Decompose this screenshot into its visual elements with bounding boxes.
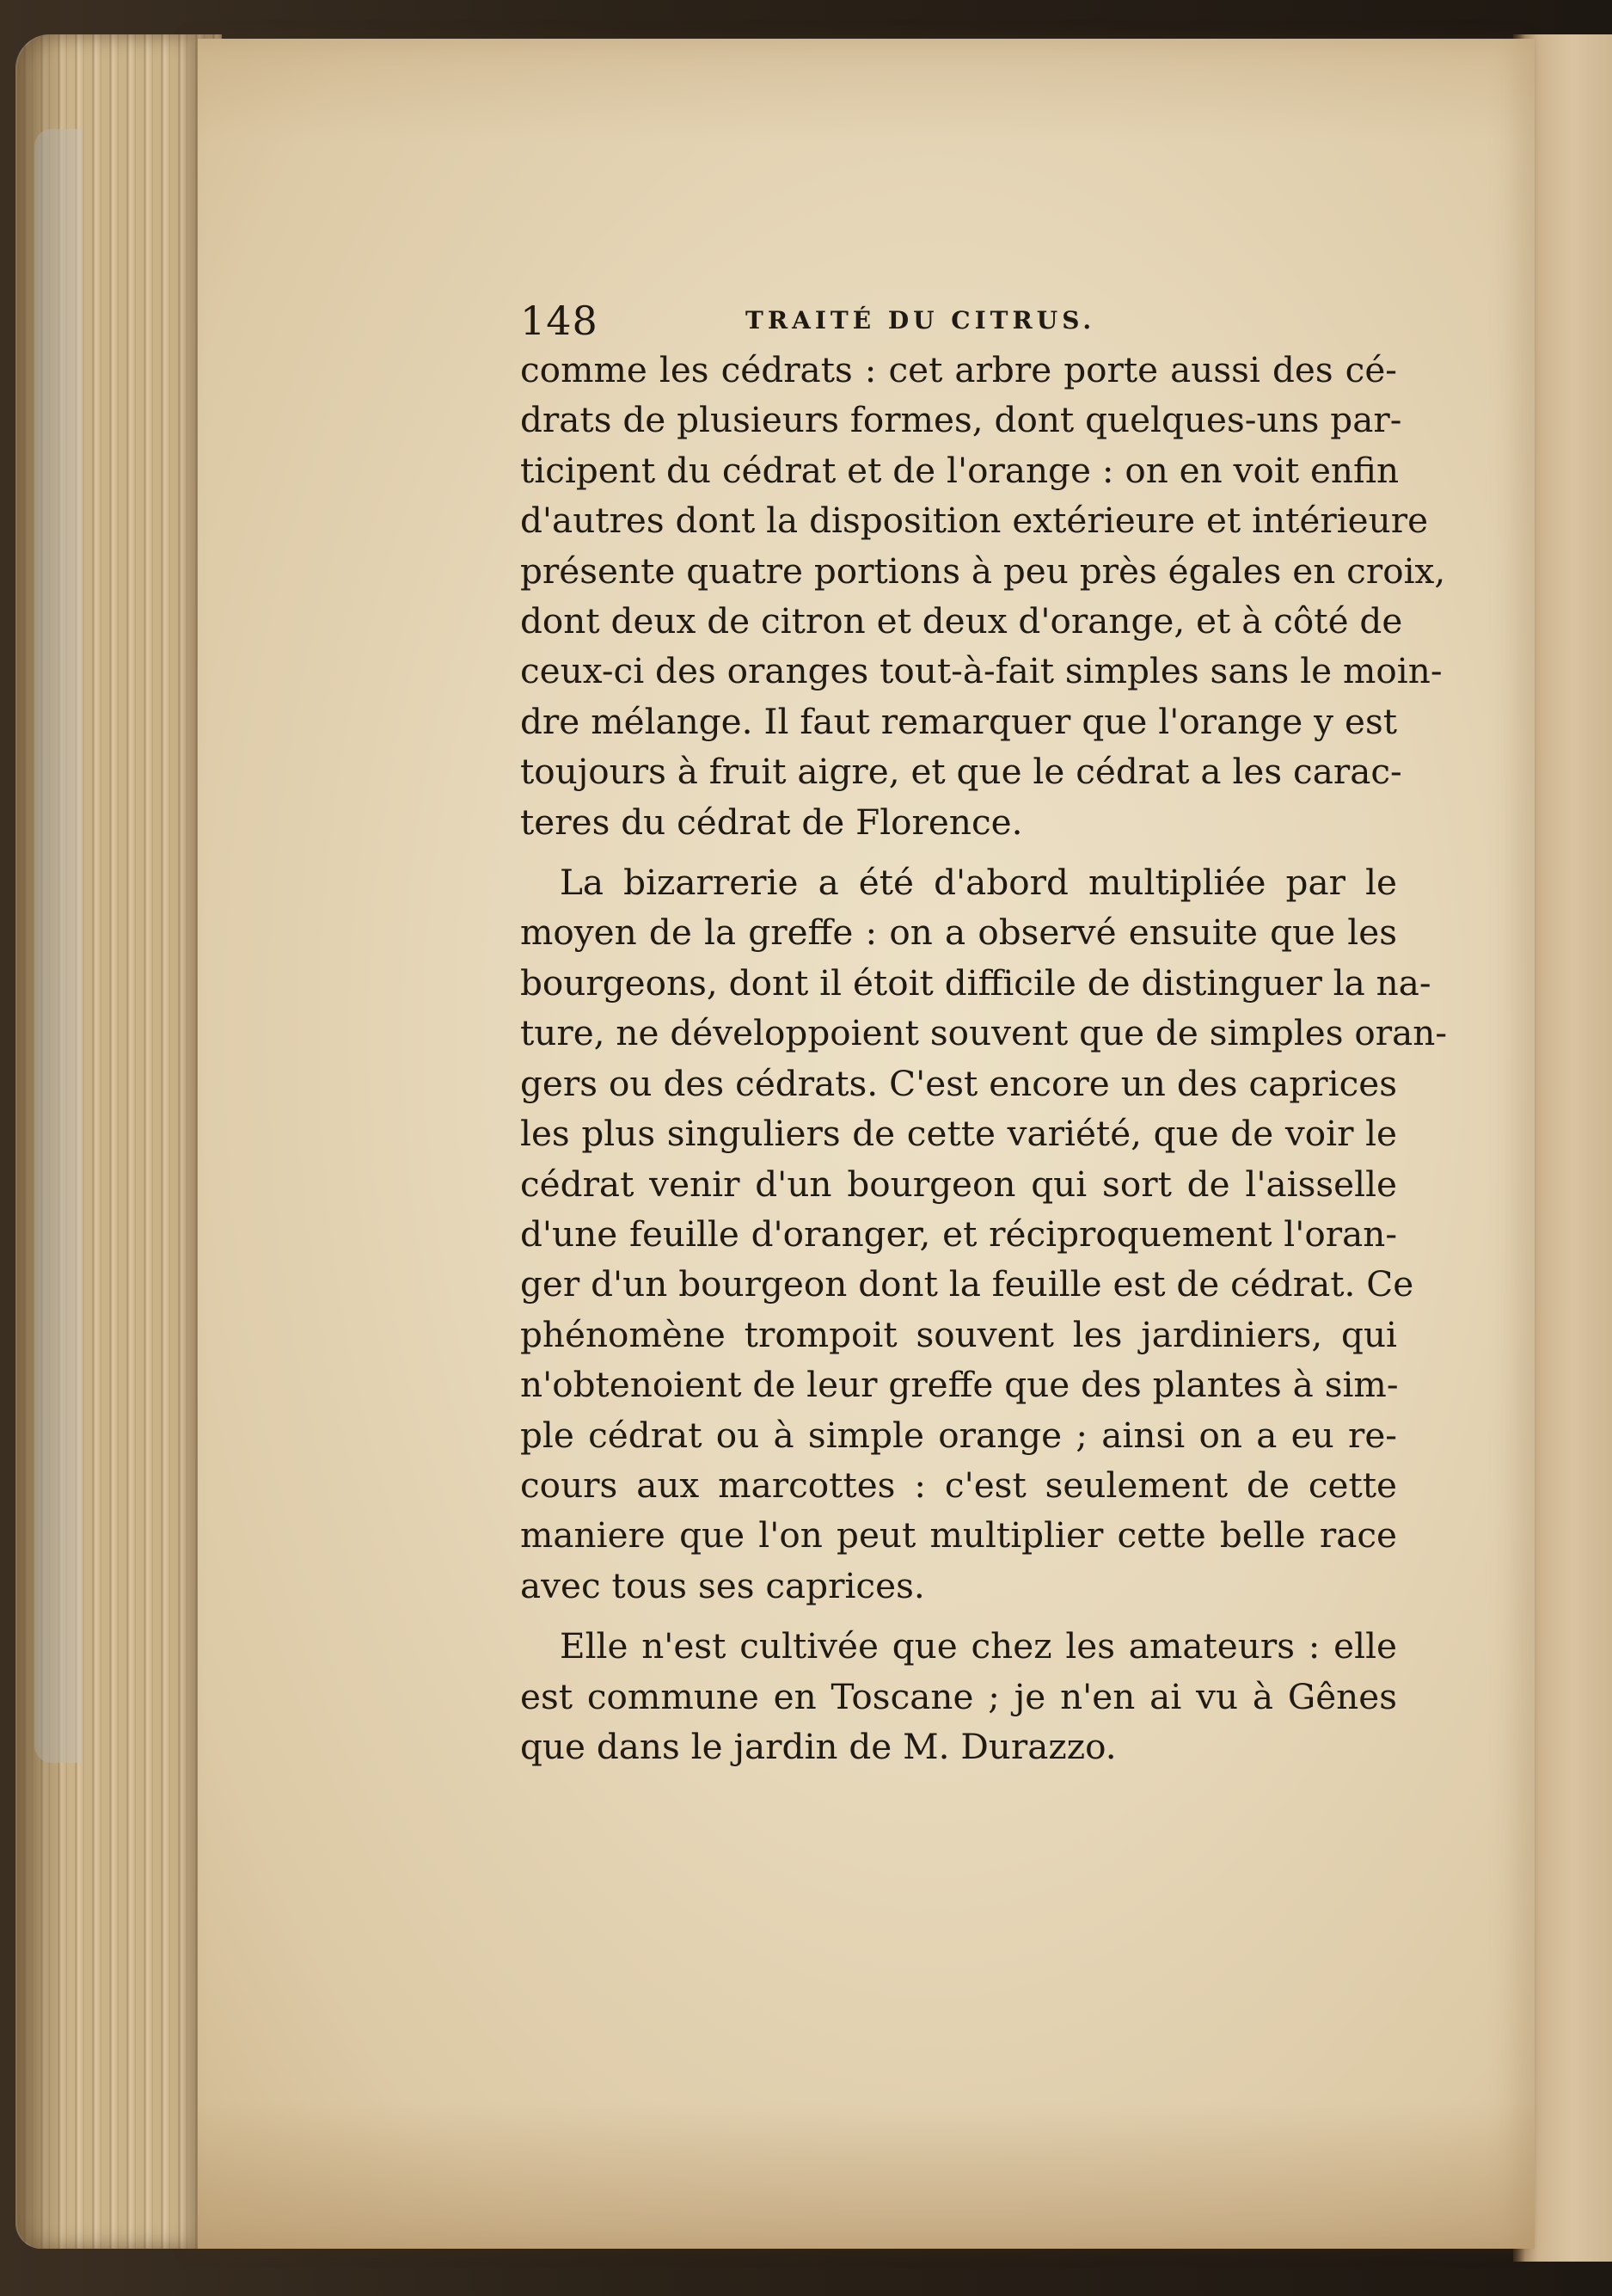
text-line: moyen de la greffe : on a observé ensuite que les: [520, 912, 1397, 954]
running-title: TRAITÉ DU CITRUS.: [745, 306, 1096, 335]
text-line: présente quatre portions à peu près égales en croix,: [520, 549, 1446, 592]
text-line: dre mélange. Il faut remarquer que l'orange y est: [520, 700, 1397, 742]
text-line: La bizarrerie a été d'abord multipliée par le: [560, 862, 1397, 904]
text-line: d'autres dont la disposition extérieure et intérieure: [520, 500, 1429, 542]
text-line: ticipent du cédrat et de l'orange : on en voit enfin: [520, 449, 1400, 491]
text-line: cours aux marcottes : c'est seulement de cette: [520, 1464, 1397, 1506]
text-line: maniere que l'on peut multiplier cette belle race: [520, 1514, 1397, 1556]
text-line: n'obtenoient de leur greffe que des plantes à sim-: [520, 1364, 1399, 1406]
text-line: comme les cédrats : cet arbre porte aussi des cé-: [520, 349, 1397, 390]
text-line: drats de plusieurs formes, dont quelques-uns par-: [520, 399, 1402, 441]
paragraph-gap: [520, 1611, 1397, 1621]
text-line: toujours à fruit aigre, et que le cédrat a les carac-: [520, 751, 1402, 793]
running-head: [520, 297, 1397, 345]
paragraph-gap: [520, 847, 1397, 857]
page-top-stain: [198, 39, 1535, 142]
text-line: avec tous ses caprices.: [520, 1564, 925, 1606]
text-line: ger d'un bourgeon dont la feuille est de cédrat. Ce: [520, 1263, 1414, 1305]
text-line: est commune en Toscane ; je n'en ai vu à Gênes: [520, 1675, 1397, 1717]
text-line: bourgeons, dont il étoit difficile de distinguer la na-: [520, 961, 1431, 1004]
flyleaf-edge: [34, 129, 82, 1763]
text-line: dont deux de citron et deux d'orange, et à côté de: [520, 600, 1403, 642]
paragraph-1: [520, 345, 1446, 847]
text-line: ceux-ci des oranges tout-à-fait simples sans le moin-: [520, 650, 1443, 692]
text-line: d'une feuille d'oranger, et réciproquement l'oran-: [520, 1212, 1397, 1255]
page-text-block: [520, 297, 1448, 1771]
page-number: 148: [520, 298, 598, 344]
text-line: que dans le jardin de M. Durazzo.: [520, 1725, 1117, 1767]
text-line: phénomène trompoit souvent les jardiniers, qui: [520, 1313, 1397, 1355]
text-line: teres du cédrat de Florence.: [520, 801, 1023, 843]
page-bottom-stain: [198, 2103, 1535, 2249]
text-line: cédrat venir d'un bourgeon qui sort de l'aisselle: [520, 1163, 1397, 1205]
text-line: ture, ne développoient souvent que de simples oran-: [520, 1012, 1448, 1054]
text-line: ple cédrat ou à simple orange ; ainsi on a eu re-: [520, 1414, 1397, 1456]
text-line: gers ou des cédrats. C'est encore un des caprices: [520, 1062, 1397, 1104]
text-line: Elle n'est cultivée que chez les amateurs : elle: [560, 1625, 1397, 1667]
paragraph-3: [520, 1621, 1397, 1771]
paragraph-2: [520, 857, 1448, 1611]
text-line: les plus singuliers de cette variété, que de voir le: [520, 1113, 1397, 1155]
